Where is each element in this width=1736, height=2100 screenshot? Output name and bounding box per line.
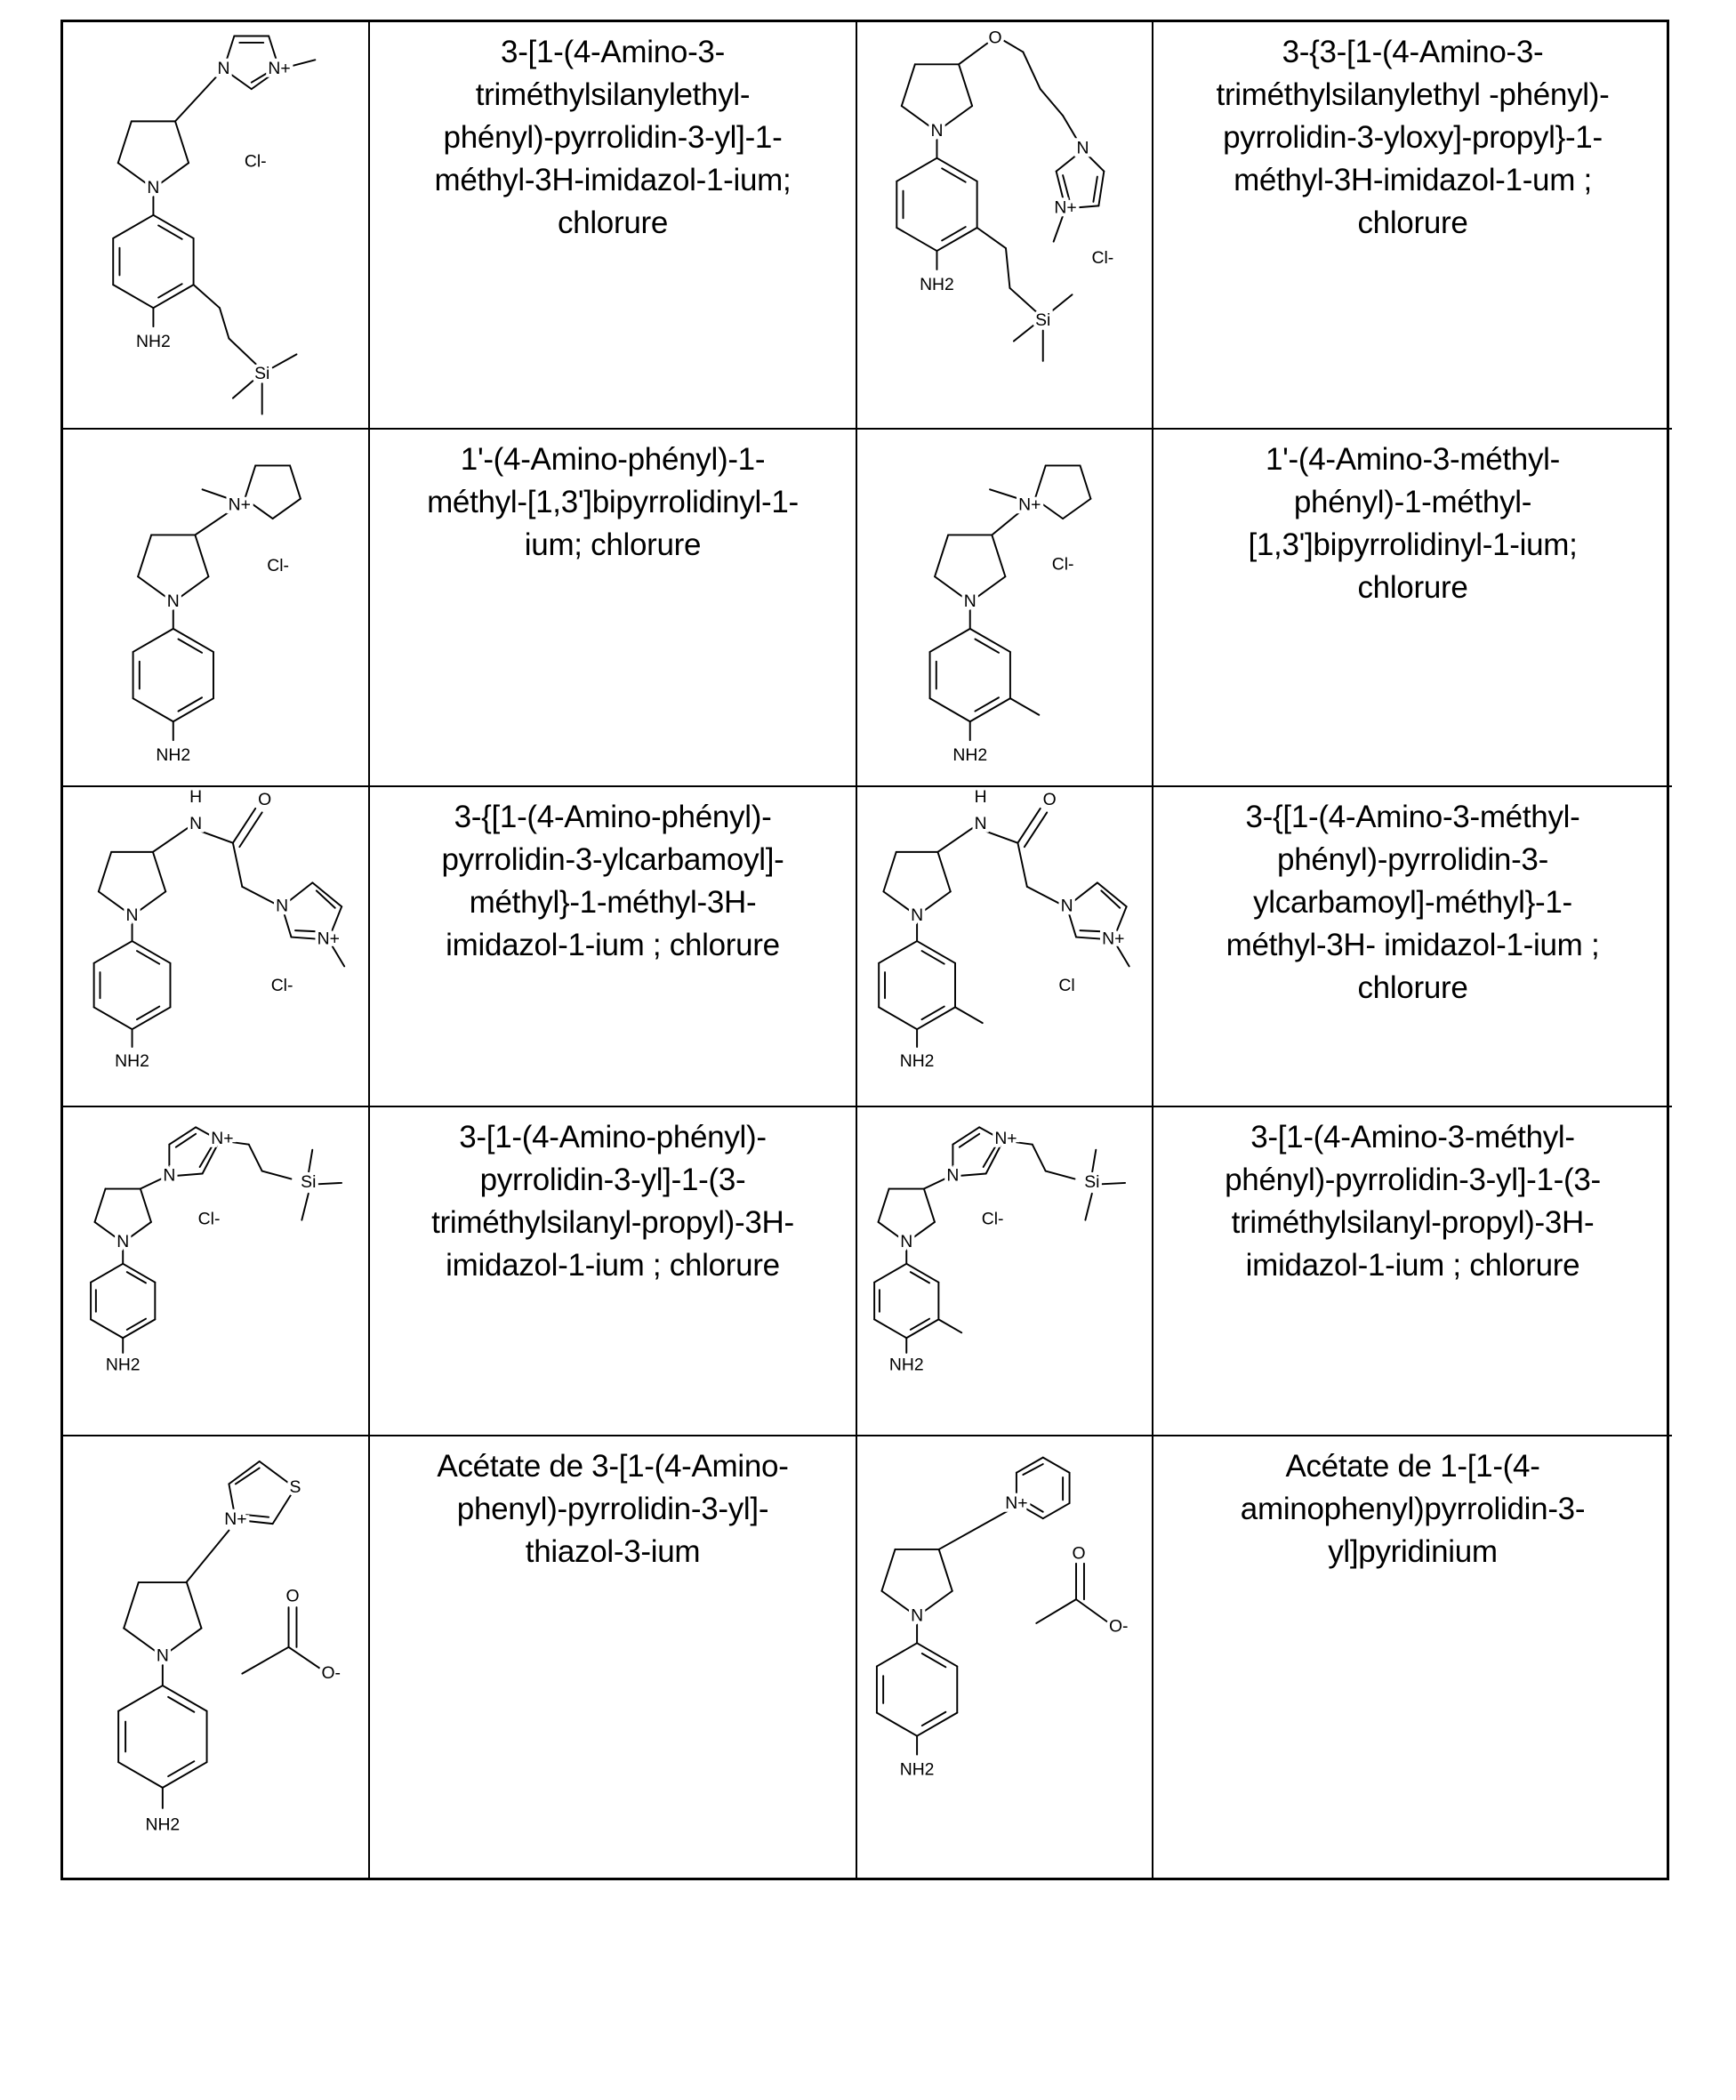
compound-name-line: pyrrolidin-3-yl]-1-(3- [370,1159,856,1202]
bond [138,535,151,576]
chemical-structure [63,787,368,1106]
amino-group-label: NH2 [106,1355,141,1374]
atom-label-n3: N+ [268,59,290,78]
chemical-structure [63,430,368,785]
atom-label-h: H [975,787,987,807]
amino-group-label: NH2 [115,1051,149,1071]
bond [930,629,970,652]
bond [922,1007,944,1020]
amino-group-label: NH2 [900,1760,935,1780]
compound-name-cell [370,22,857,430]
bond [881,1549,895,1591]
bond [118,1686,163,1711]
bond [178,697,202,711]
compound-name-line: phényl)-pyrrolidin-3-yl]-1-(3- [1153,1159,1672,1202]
amino-group-label: NH2 [889,1355,924,1374]
atom-label-o: O [258,790,271,809]
bond [290,465,301,498]
bond [938,1319,961,1332]
atom-label-cl: Cl- [198,1210,221,1229]
atom-label-s: S [290,1477,301,1497]
bond [959,64,972,106]
bond [229,1461,259,1484]
compound-name-line: phényl)-pyrrolidin-3- [1153,839,1672,881]
bond [233,381,253,398]
bond [195,510,233,535]
compound-name-line: 3-[1-(4-Amino-3- [370,31,856,74]
atom-label-cl: Cl- [245,151,267,171]
bond [874,1319,906,1338]
bond [1017,843,1026,887]
structure-cell [63,1107,370,1436]
bond [127,1272,146,1283]
chemical-structure [63,1436,368,1878]
compound-name-line: 3-[1-(4-Amino-phényl)- [370,1116,856,1159]
compound-name-line: yl]pyridinium [1153,1531,1672,1573]
atom-label-n3: N+ [1054,197,1076,217]
compound-name-line: triméthylsilanylethyl -phényl)- [1153,74,1672,117]
bond [935,535,948,576]
bond [312,882,342,906]
structure-cell [63,22,370,430]
amino-group-label: NH2 [900,1051,935,1071]
compound-name-line: triméthylsilanylethyl- [370,74,856,117]
nitrogen-label: N [126,905,139,925]
atom-label-nh: N [189,814,202,833]
atom-label-ominus: O- [321,1663,341,1683]
structure-cell [857,430,1153,787]
atom-label-n1: N [217,59,229,78]
bond [1006,248,1009,288]
atom-label-cl: Cl- [267,556,289,575]
compound-name-line: imidazol-1-ium ; chlorure [370,924,856,967]
bond [1025,812,1047,847]
bond [1063,175,1069,200]
compound-name-line: 1'-(4-Amino-3-méthyl- [1153,439,1672,481]
bond [137,1007,159,1020]
atom-label-cl: Cl [1058,976,1074,995]
bond [301,1194,308,1220]
compound-name-cell [1153,787,1672,1107]
nitrogen-label: N [900,1232,912,1251]
chemical-structure [857,1436,1152,1878]
bond [942,227,966,240]
bond [1080,465,1090,498]
bond [930,698,970,721]
compound-name-line: méthyl-3H-imidazol-1-ium; [370,159,856,202]
bond [877,1643,917,1666]
bond [118,121,132,163]
bond [942,168,966,181]
bond [874,1264,906,1283]
bond [879,1189,889,1222]
compound-name-line: 3-{[1-(4-Amino-3-méthyl- [1153,796,1672,839]
compound-name-line: phenyl)-pyrrolidin-3-yl]- [370,1488,856,1531]
atom-label-nplus: N+ [229,495,251,514]
bond [91,1319,123,1338]
bond [195,535,208,576]
bond [153,827,189,852]
bond [113,285,153,308]
bond [1098,172,1104,206]
bond [1035,465,1046,498]
bond [902,64,915,106]
bond [938,827,975,852]
bond [220,308,229,338]
bond [896,158,936,181]
compound-name-line: pyrrolidin-3-yloxy]-propyl}-1- [1153,117,1672,159]
bond [273,499,301,519]
bond [245,465,255,498]
bond [955,1007,983,1023]
bond [315,1183,342,1184]
bond [939,1549,952,1591]
bond [1092,1150,1096,1174]
bond [1043,1458,1070,1473]
bond [273,354,297,367]
compound-name-line: triméthylsilanyl-propyl)-3H- [370,1202,856,1244]
compound-name-line: 3-{[1-(4-Amino-phényl)- [370,796,856,839]
bond [1046,1171,1075,1179]
amino-group-label: NH2 [136,332,171,351]
atom-label-n3: N+ [994,1129,1017,1148]
bond [168,1761,194,1776]
bond [939,1510,1009,1549]
bond [877,1713,917,1736]
bond [233,843,242,887]
bond [1041,89,1063,116]
structure-cell [857,1107,1153,1436]
compound-name-line: pyrrolidin-3-ylcarbamoyl]- [370,839,856,881]
nitrogen-label: N [147,178,159,197]
compound-name-line: méthyl-[1,3']bipyrrolidinyl-1- [370,481,856,524]
bond [883,852,896,891]
nitrogen-label: N [167,591,180,611]
structure-cell [63,787,370,1107]
bond [194,285,220,308]
compound-name-line: ium; chlorure [370,524,856,567]
bond [1093,177,1097,202]
bond [1017,809,1040,843]
compound-name-cell [370,787,857,1107]
bond [960,1134,979,1147]
atom-label-n3: N+ [317,929,340,949]
compound-name-cell [370,1107,857,1436]
compound-name-line: phényl)-1-méthyl- [1153,481,1672,524]
bond [137,951,159,964]
bond [1043,1503,1070,1518]
bond [168,1697,194,1712]
amino-group-label: NH2 [920,275,954,294]
bond [289,1647,322,1670]
nitrogen-label: N [117,1232,129,1251]
bond [1098,1183,1125,1184]
bond [1076,1599,1109,1623]
bond [233,809,255,843]
compound-name-line: chlorure [1153,567,1672,609]
bond [992,535,1005,576]
chemical-structure [857,22,1152,428]
bond [242,1647,288,1674]
compound-name-line: ylcarbamoyl]-méthyl}-1- [1153,881,1672,924]
bond [1033,1145,1046,1171]
amino-group-label: NH2 [145,1815,180,1835]
compound-name-line: phényl)-pyrrolidin-3-yl]-1- [370,117,856,159]
atom-label-cl: Cl- [982,1210,1004,1229]
bond [124,1582,139,1629]
bond [133,629,173,652]
atom-label-n1: N [1061,896,1073,915]
atom-label-si: Si [1084,1172,1099,1192]
bond [187,1531,229,1582]
compound-name-line: thiazol-3-ium [370,1531,856,1573]
amino-group-label: NH2 [952,745,987,765]
atom-label-nplus: N+ [224,1509,246,1529]
compound-name-cell [370,430,857,787]
compound-name-line: Acétate de 3-[1-(4-Amino- [370,1445,856,1488]
bond [879,1007,917,1029]
nitrogen-label: N [930,121,943,141]
nitrogen-label: N [911,905,923,925]
bond [1051,294,1073,311]
bond [95,1189,106,1222]
bond [937,852,950,891]
bond [133,698,173,721]
bond [94,941,133,963]
bond [262,1171,292,1179]
atom-label-si: Si [301,1172,316,1192]
amino-group-label: NH2 [156,745,190,765]
bond [1097,882,1127,906]
bond [1009,288,1036,312]
atom-label-n1: N [276,896,288,915]
chemical-structure [857,1107,1152,1435]
compound-name-line: chlorure [1153,202,1672,245]
atom-label-nh: N [975,814,987,833]
atom-label-ominus: O- [1109,1617,1129,1637]
bond [127,1319,146,1330]
bond [91,1264,123,1283]
compound-name-line: méthyl-3H- imidazol-1-ium ; [1153,924,1672,967]
bond [1023,1464,1042,1475]
bond [175,121,189,163]
bond [922,951,944,964]
structure-cell [63,1436,370,1878]
atom-label-n1: N [1076,138,1089,157]
chemical-structure [857,787,1152,1106]
atom-label-si: Si [254,364,269,383]
atom-label-o: O [989,28,1002,48]
atom-label-o: O [1072,1544,1085,1564]
bond [1014,326,1033,342]
bond [249,1145,262,1171]
bond [911,1272,929,1283]
bond [1085,1194,1091,1220]
bond [924,1189,935,1222]
compound-name-line: 3-[1-(4-Amino-3-méthyl- [1153,1116,1672,1159]
structure-cell [857,22,1153,430]
bond [1063,499,1090,519]
compound-name-line: imidazol-1-ium ; chlorure [1153,1244,1672,1287]
atom-label-cl: Cl- [1052,554,1074,574]
bond [977,228,1006,248]
bond [153,852,165,891]
bond [879,941,917,963]
atom-label-cl: Cl- [271,976,293,995]
atom-label-n1: N [163,1166,175,1186]
compound-name-cell [1153,1107,1672,1436]
atom-label-si: Si [1035,310,1050,330]
bond [158,225,182,238]
bond [94,1007,133,1029]
bond [99,852,111,891]
bond [975,697,999,711]
atom-label-o: O [1043,790,1057,809]
bond [178,640,202,653]
bond [922,1712,946,1726]
atom-label-n1: N [946,1166,959,1186]
chemical-structure [63,1107,368,1435]
bond [1023,52,1040,89]
compound-name-line: chlorure [370,202,856,245]
bond [959,41,990,64]
compound-name-line: imidazol-1-ium ; chlorure [370,1244,856,1287]
compound-name-cell [1153,430,1672,787]
bond [175,73,220,121]
compound-name-line: 1'-(4-Amino-phényl)-1- [370,439,856,481]
compound-name-line: méthyl-3H-imidazol-1-um ; [1153,159,1672,202]
compound-name-line: 3-{3-[1-(4-Amino-3- [1153,31,1672,74]
bond [896,228,936,251]
atom-label-n3: N+ [211,1129,233,1148]
bond [242,887,275,904]
bond [176,1134,196,1147]
atom-label-nplus: N+ [1005,1493,1027,1513]
atom-label-cl: Cl- [1091,248,1113,268]
compound-name-line: méthyl}-1-méthyl-3H- [370,881,856,924]
bond [1036,1599,1076,1623]
compound-name-line: Acétate de 1-[1-(4- [1153,1445,1672,1488]
compound-name-cell [1153,22,1672,430]
bond [229,339,256,366]
compound-name-line: aminophenyl)pyrrolidin-3- [1153,1488,1672,1531]
compound-name-line: [1,3']bipyrrolidinyl-1-ium; [1153,524,1672,567]
chemical-structure [857,430,1152,785]
bond [911,1319,929,1330]
atom-label-nplus: N+ [1018,495,1041,514]
bond [158,284,182,297]
structure-cell [63,430,370,787]
bond [309,1150,312,1174]
atom-label-o: O [285,1586,299,1605]
bond [239,812,261,847]
bond [922,1653,946,1667]
nitrogen-label: N [157,1645,169,1665]
compound-name-line: triméthylsilanyl-propyl)-3H- [1153,1202,1672,1244]
bond [975,639,999,652]
compound-table [60,20,1669,1880]
nitrogen-label: N [911,1606,923,1626]
bond [1027,887,1060,904]
bond [141,1189,151,1222]
bond [118,1762,163,1788]
bond [1010,698,1039,715]
bond [187,1582,202,1629]
compound-name-cell [1153,1436,1672,1878]
atom-label-n3: N+ [1102,929,1124,949]
bond [113,215,153,238]
compound-name-line: chlorure [1153,967,1672,1010]
atom-label-h: H [189,787,202,807]
structure-cell [857,1436,1153,1878]
compound-name-cell [370,1436,857,1878]
bond [1001,39,1023,52]
structure-cell [857,787,1153,1107]
nitrogen-label: N [964,591,976,611]
chemical-structure [63,22,368,428]
